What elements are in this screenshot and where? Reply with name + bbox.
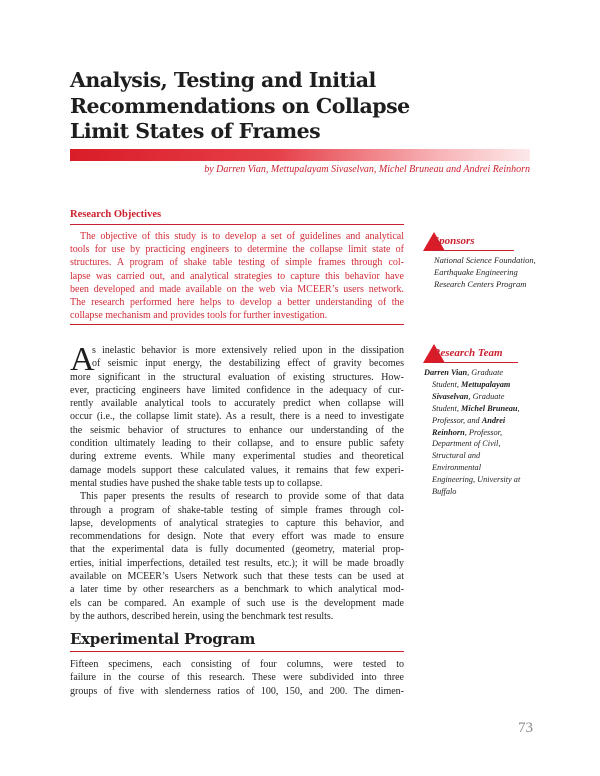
body-line: mental studies have pushed the shake table tests up to collapse. — [70, 477, 323, 489]
sponsors-underline — [432, 250, 514, 251]
page-number: 73 — [518, 720, 533, 736]
body-line: This paper presents the results of research to provide some of that data — [80, 491, 404, 503]
objectives-line: lapse was carried out, and analytical strategies to capture this behavior have — [70, 270, 404, 282]
team-member-name: Andrei — [481, 415, 506, 425]
body-line: the seismic behavior of structures to enhance our understanding of the — [70, 424, 404, 436]
objectives-line: structures. A program of shake table testing of simple frames through col- — [70, 257, 404, 269]
team-member-name: Darren Vian — [424, 368, 468, 377]
team-member-role: Professor, and — [432, 415, 482, 425]
body-line: during extreme events. While many experimental studies and theoretical — [70, 451, 404, 463]
team-member-role: , Graduate — [467, 368, 504, 377]
research-team-heading-block — [422, 343, 503, 365]
body-line: recommendations for design. Note that every effort was made to ensure — [70, 531, 404, 543]
author-byline: by Darren Vian, Mettupalayam Sivaselvan, Michel Bruneau and Andrei Reinhorn — [204, 164, 530, 175]
sponsors-heading: Sponsors — [433, 235, 475, 247]
objectives-line: tools for use by practicing engineers to determine the collapse limit state of — [70, 244, 404, 256]
experimental-line: failure in the course of this research. These were subdivided into three — [70, 672, 404, 684]
body-line: a later time by other researchers as a benchmark to which analytical mod- — [70, 584, 404, 596]
experimental-program-heading: Experimental Program — [70, 630, 256, 648]
team-line: Engineering, University at — [432, 475, 521, 485]
team-line: Environmental — [432, 463, 482, 473]
body-line: through a program of shake-table testing of simple frames through col- — [70, 504, 404, 516]
experimental-line: Fifteen specimens, each consisting of four columns, were tested to — [70, 659, 404, 670]
body-line: erties, initial imperfections, detailed test results, etc.); it will be made broadly — [70, 557, 404, 569]
article-title — [70, 68, 490, 145]
experimental-program-text — [70, 658, 404, 698]
team-line — [424, 379, 534, 391]
body-paragraphs — [70, 341, 404, 623]
title-gradient-bar — [70, 149, 530, 161]
team-member-name: Reinhorn — [432, 427, 465, 437]
team-member-role: Student, — [432, 403, 462, 413]
body-line: condition ultimately leading to their collapse, and to ensure public safety — [70, 438, 404, 450]
team-member-role: , Graduate — [468, 391, 505, 401]
drop-cap: A — [70, 341, 95, 378]
objectives-line: collapse mechanism and provides tools for further investigation. — [70, 310, 328, 322]
title-line: Recommendations on Collapse — [70, 93, 410, 118]
team-member-role: , — [517, 403, 520, 413]
body-line: rently available analytical tools to accurately predict when collapse will — [70, 398, 404, 410]
sponsor-line: National Science Foundation, — [434, 255, 536, 265]
body-line: lapse, developments of analytical strategies to capture this behavior, and — [70, 517, 404, 529]
team-line: Buffalo — [432, 487, 457, 497]
body-line: occur (i.e., the collapse limit state). As a result, there is a need to investigate — [70, 411, 404, 423]
research-team-list — [424, 367, 534, 498]
body-line: els can be compared. An example of such use is the development made — [70, 597, 404, 609]
objectives-bottom-divider — [70, 324, 404, 325]
body-line: ever, practicing engineers have limited confidence in the adequacy of cur- — [70, 384, 404, 396]
team-line: Department of Civil, — [432, 439, 501, 449]
research-objectives-text — [70, 230, 404, 322]
experimental-divider — [70, 651, 404, 652]
body-line: available on MCEER’s Users Network such that these tests can be used at — [70, 571, 404, 583]
body-line: of seismic input energy, the destabilizing effect of gravity becomes — [92, 358, 404, 370]
objectives-line: The research performed here helps to develop a better understanding of the — [70, 297, 404, 309]
team-line — [424, 403, 534, 415]
sponsors-heading-block — [422, 231, 500, 253]
body-line: s inelastic behavior is more extensively relied upon in the dissipation — [92, 345, 404, 356]
team-line: Structural and — [432, 451, 481, 461]
objectives-line: been developed and made available on the web via MCEER’s users network. — [70, 283, 404, 295]
research-team-underline — [432, 362, 518, 363]
body-line: that the experimental data is fully documented (geometry, material prop- — [70, 544, 404, 556]
team-member-role: Student, — [432, 379, 462, 389]
body-line: more significant in the structural evaluation of existing structures. How- — [70, 371, 404, 383]
team-line — [424, 367, 534, 379]
experimental-line: groups of five with slenderness ratios of 100, 150, and 200. The dimen- — [70, 685, 404, 697]
sponsor-line: Earthquake Engineering — [434, 267, 518, 277]
title-line: Limit States of Frames — [70, 119, 321, 143]
team-member-name: Michel Bruneau — [461, 403, 518, 413]
team-member-name: Mettupalayam — [461, 379, 511, 389]
team-member-name: Sivaselvan — [432, 391, 469, 401]
team-line — [424, 427, 534, 439]
research-objectives-heading: Research Objectives — [70, 209, 162, 220]
title-line: Analysis, Testing and Initial — [70, 68, 376, 92]
sponsor-line: Research Centers Program — [434, 279, 527, 289]
body-line: by the authors, described herein, using the benchmark test results. — [70, 610, 334, 622]
team-member-role: , Professor, — [464, 427, 503, 437]
body-line: damage models support these calculated values, it remains that few experi- — [70, 464, 404, 476]
team-line — [424, 391, 534, 403]
research-team-heading: Research Team — [433, 347, 503, 359]
objectives-line: The objective of this study is to develop a set of guidelines and analytical — [80, 231, 404, 242]
sponsors-list — [434, 254, 554, 290]
objectives-divider — [70, 224, 404, 225]
team-line — [424, 415, 534, 427]
